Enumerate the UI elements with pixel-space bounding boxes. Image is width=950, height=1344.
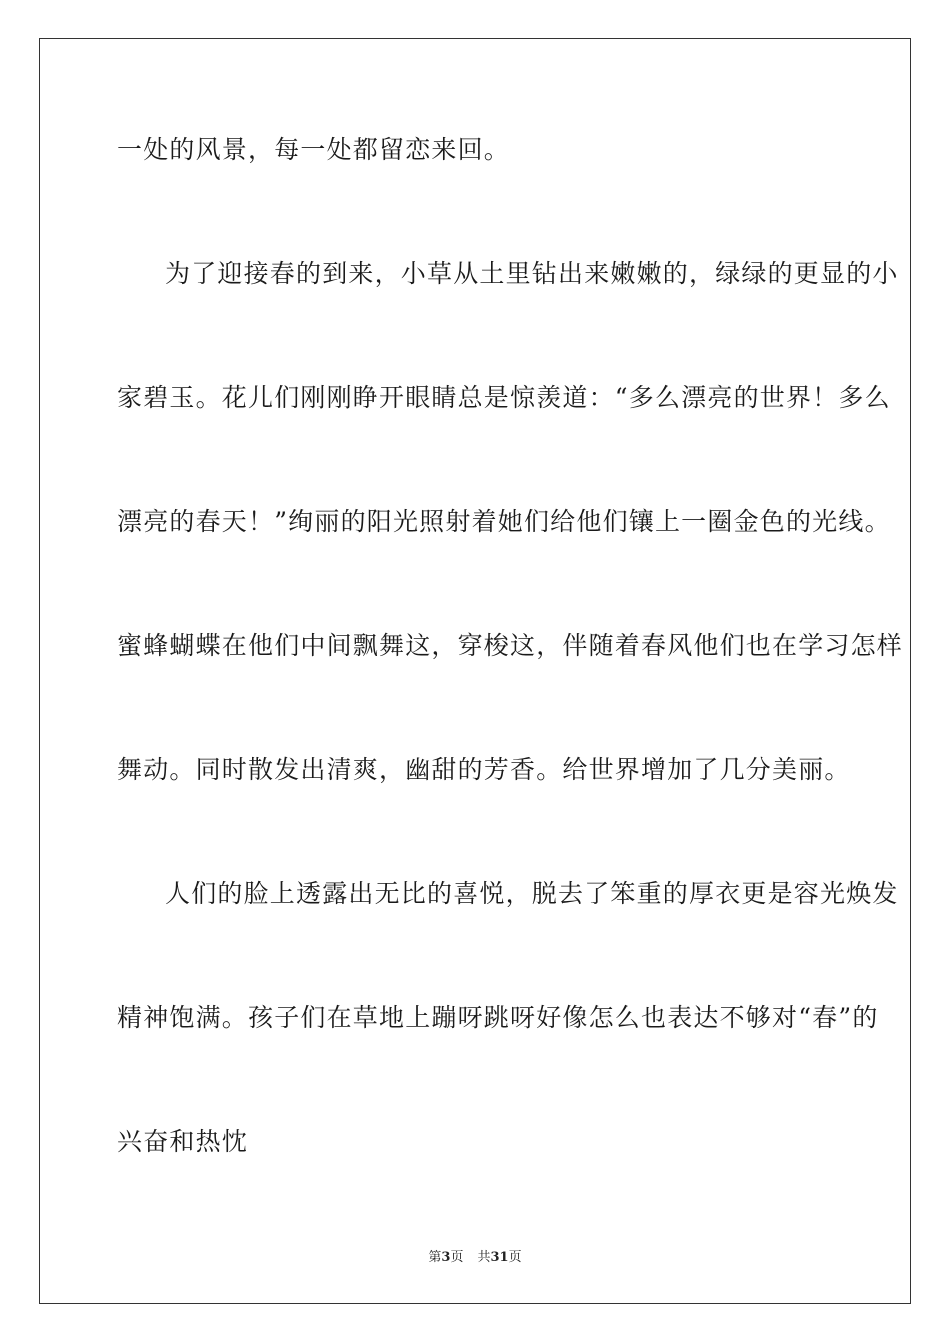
paragraph-start-line: 为了迎接春的到来，小草从土里钻出来嫩嫩的，绿绿的更显的小: [165, 259, 899, 288]
text-line: 家碧玉。花儿们刚刚睁开眼睛总是惊羡道：“多么漂亮的世界！多么: [117, 383, 891, 412]
total-prefix: 共: [477, 1250, 491, 1265]
page-prefix: 第: [428, 1250, 442, 1265]
text-line: 蜜蜂蝴蝶在他们中间飘舞这，穿梭这，伴随着春风他们也在学习怎样: [117, 631, 904, 660]
text-line: 舞动。同时散发出清爽，幽甜的芳香。给世界增加了几分美丽。: [117, 755, 851, 784]
paragraph-start-line: 人们的脸上透露出无比的喜悦，脱去了笨重的厚衣更是容光焕发: [165, 879, 899, 908]
text-line: 漂亮的春天！”绚丽的阳光照射着她们给他们镶上一圈金色的光线。: [117, 507, 891, 536]
text-line: 一处的风景，每一处都留恋来回。: [117, 135, 511, 164]
page-footer: [0, 1249, 950, 1267]
text-line: 兴奋和热忱: [117, 1127, 249, 1156]
page-suffix: 页: [450, 1250, 464, 1265]
page-border: [39, 38, 911, 1304]
total-suffix: 页: [508, 1250, 522, 1265]
text-line: 精神饱满。孩子们在草地上蹦呀跳呀好像怎么也表达不够对“春”的: [117, 1003, 879, 1032]
total-pages: 31: [490, 1250, 509, 1265]
page-number: 3: [441, 1250, 451, 1265]
